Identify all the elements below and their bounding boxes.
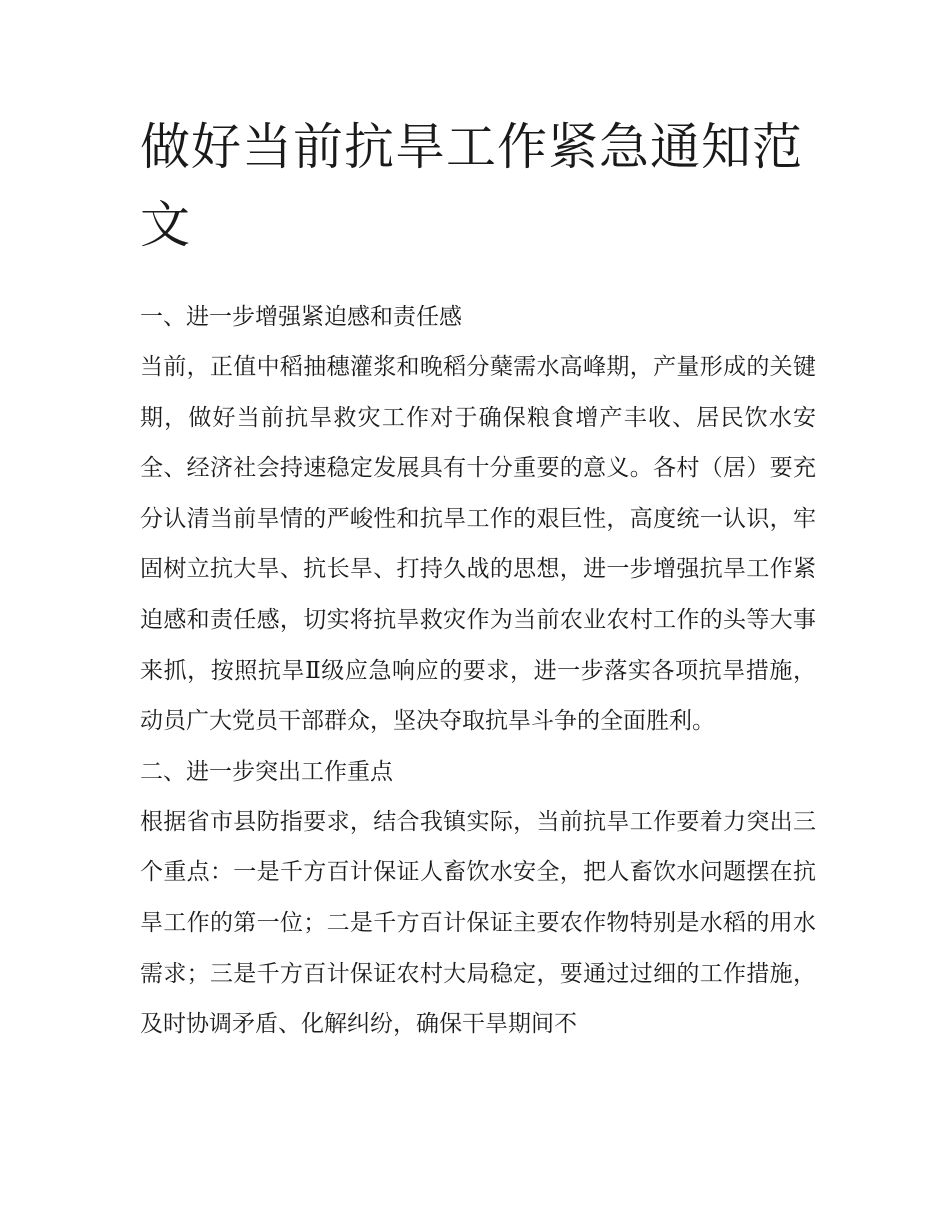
section-paragraph: 当前，正值中稻抽穗灌浆和晚稻分蘖需水高峰期，产量形成的关键期，做好当前抗旱救灾工作对于确保粮食增产丰收、居民饮水安全、经济社会持速稳定发展具有十分重要的意义。各村（居）要充分认清当前旱情的严峻性和抗旱工作的艰巨性，高度统一认识，牢固树立抗大旱、抗长旱、打持久战的思想，进一步增强抗旱工作紧迫感和责任感，切实将抗旱救灾作为当前农业农村工作的头等大事来抓，按照抗旱Ⅱ级应急响应的要求，进一步落实各项抗旱措施，动员广大党员干部群众，坚决夺取抗旱斗争的全面胜利。 (140, 354, 816, 735)
section-1 (140, 292, 816, 747)
section-heading: 二、进一步突出工作重点 (140, 758, 393, 785)
section-paragraph: 根据省市县防指要求，结合我镇实际，当前抗旱工作要着力突出三个重点：一是千方百计保证人畜饮水安全，把人畜饮水问题摆在抗旱工作的第一位；二是千方百计保证主要农作物特别是水稻的用水需求；三是千方百计保证农村大局稳定，要通过过细的工作措施，及时协调矛盾、化解纠纷，确保干旱期间不 (140, 808, 816, 1038)
document-body (140, 108, 816, 1050)
document-title: 做好当前抗旱工作紧急通知范文 (140, 118, 803, 254)
section-heading: 一、进一步增强紧迫感和责任感 (140, 304, 462, 330)
section-2 (140, 747, 816, 1050)
